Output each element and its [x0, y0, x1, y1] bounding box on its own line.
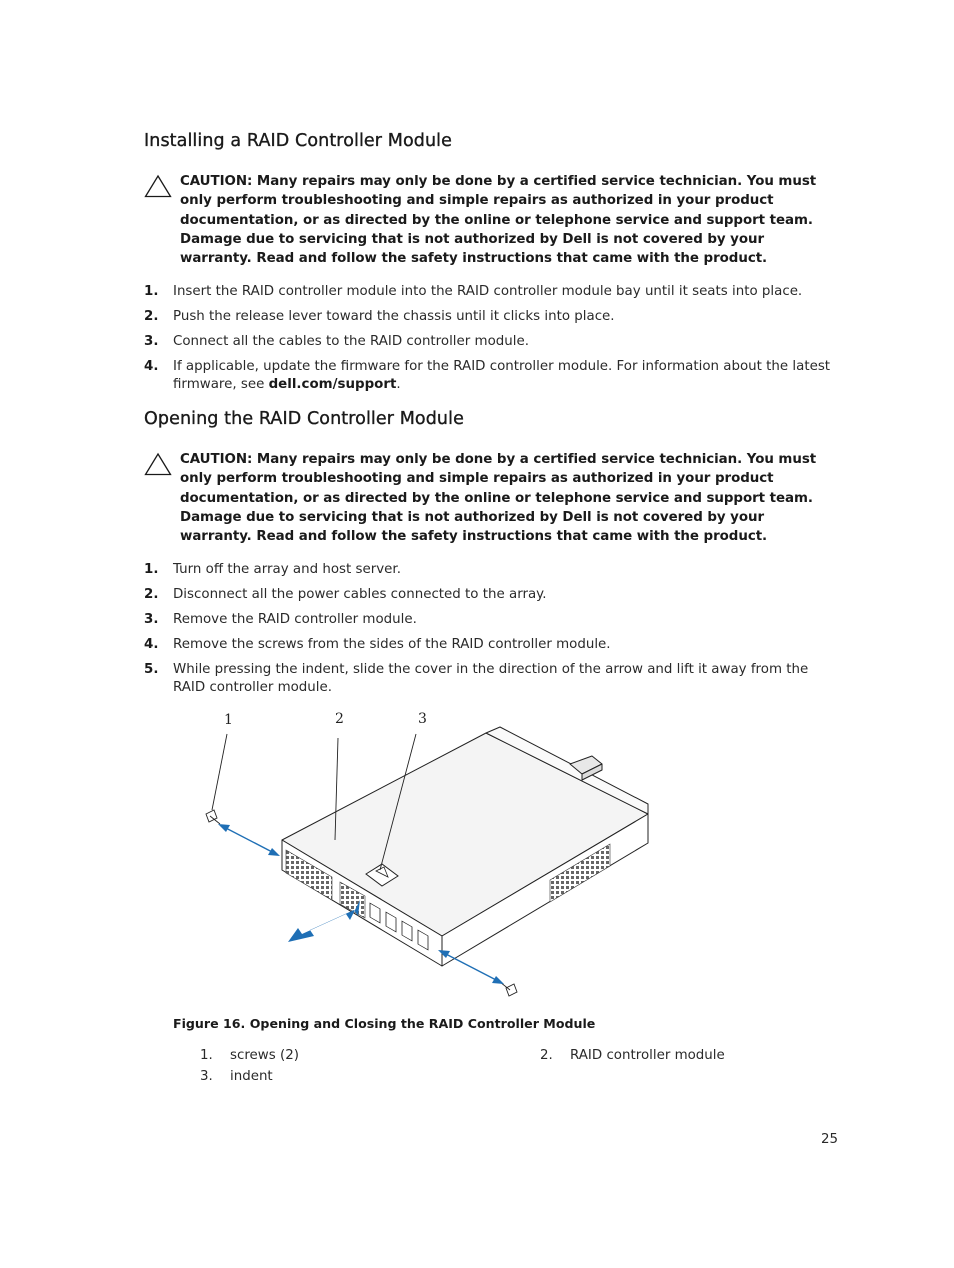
- caution-triangle-icon: [144, 174, 172, 198]
- step-number: 4.: [144, 359, 159, 374]
- page-number: 25: [821, 1132, 839, 1147]
- step-number: 2.: [144, 587, 159, 602]
- step-text: Turn off the array and host server.: [173, 562, 401, 577]
- list-item: [144, 561, 834, 586]
- open-steps-list: [144, 561, 834, 696]
- step-number: 3.: [144, 334, 159, 349]
- caution-notice: [144, 172, 834, 268]
- step-text: Remove the screws from the sides of the RAID controller module.: [173, 637, 611, 652]
- section-title-opening: Opening the RAID Controller Module: [144, 409, 464, 429]
- legend-item: 3. indent: [200, 1069, 273, 1084]
- step-number: 1.: [144, 562, 159, 577]
- caution-notice: [144, 450, 834, 546]
- caution-text: CAUTION: Many repairs may only be done by a certified service technician. You must only perform troubleshooting and simple repairs as authorized in your product documentation, or as directed by the online or telephone service and support team. Damage due to servicing that is not authorized by Dell is not covered by your warranty. Read and follow the safety instructions that came with the product.: [180, 174, 817, 267]
- step-text: Remove the RAID controller module.: [173, 612, 417, 627]
- figure-caption: Figure 16. Opening and Closing the RAID Controller Module: [173, 1016, 596, 1031]
- list-item: [144, 586, 834, 611]
- step-number: 5.: [144, 662, 159, 677]
- callout-3: 3: [418, 711, 427, 727]
- step-text: Disconnect all the power cables connected to the array.: [173, 587, 547, 602]
- step-number: 4.: [144, 637, 159, 652]
- install-steps-list: [144, 283, 834, 393]
- step-number: 3.: [144, 612, 159, 627]
- callout-1: 1: [224, 712, 233, 728]
- step-number: 2.: [144, 309, 159, 324]
- list-item: [144, 661, 834, 696]
- raid-controller-illustration: [190, 700, 670, 1005]
- list-item: [144, 358, 834, 393]
- legend-item: 1. screws (2): [200, 1048, 299, 1063]
- step-text: If applicable, update the firmware for the RAID controller module. For information about the latest firmware, see dell.com/support.: [173, 359, 831, 392]
- step-text: While pressing the indent, slide the cover in the direction of the arrow and lift it away from the RAID controller module.: [173, 662, 809, 695]
- list-item: [144, 283, 834, 308]
- list-item: [144, 611, 834, 636]
- support-link[interactable]: dell.com/support: [268, 376, 397, 392]
- screw-icon: [500, 982, 517, 996]
- step-text: Connect all the cables to the RAID controller module.: [173, 334, 529, 349]
- list-item: [144, 636, 834, 661]
- caution-triangle-icon: [144, 452, 172, 476]
- section-title-installing: Installing a RAID Controller Module: [144, 131, 452, 151]
- step-text: Insert the RAID controller module into the RAID controller module bay until it seats into place.: [173, 284, 803, 299]
- list-item: [144, 308, 834, 333]
- screw-icon: [206, 810, 220, 824]
- callout-2: 2: [335, 711, 344, 727]
- legend-item: 2. RAID controller module: [540, 1048, 725, 1063]
- caution-text: CAUTION: Many repairs may only be done by a certified service technician. You must only perform troubleshooting and simple repairs as authorized in your product documentation, or as directed by the online or telephone service and support team. Damage due to servicing that is not authorized by Dell is not covered by your warranty. Read and follow the safety instructions that came with the product.: [180, 452, 817, 545]
- list-item: [144, 333, 834, 358]
- step-number: 1.: [144, 284, 159, 299]
- step-text: Push the release lever toward the chassis until it clicks into place.: [173, 309, 615, 324]
